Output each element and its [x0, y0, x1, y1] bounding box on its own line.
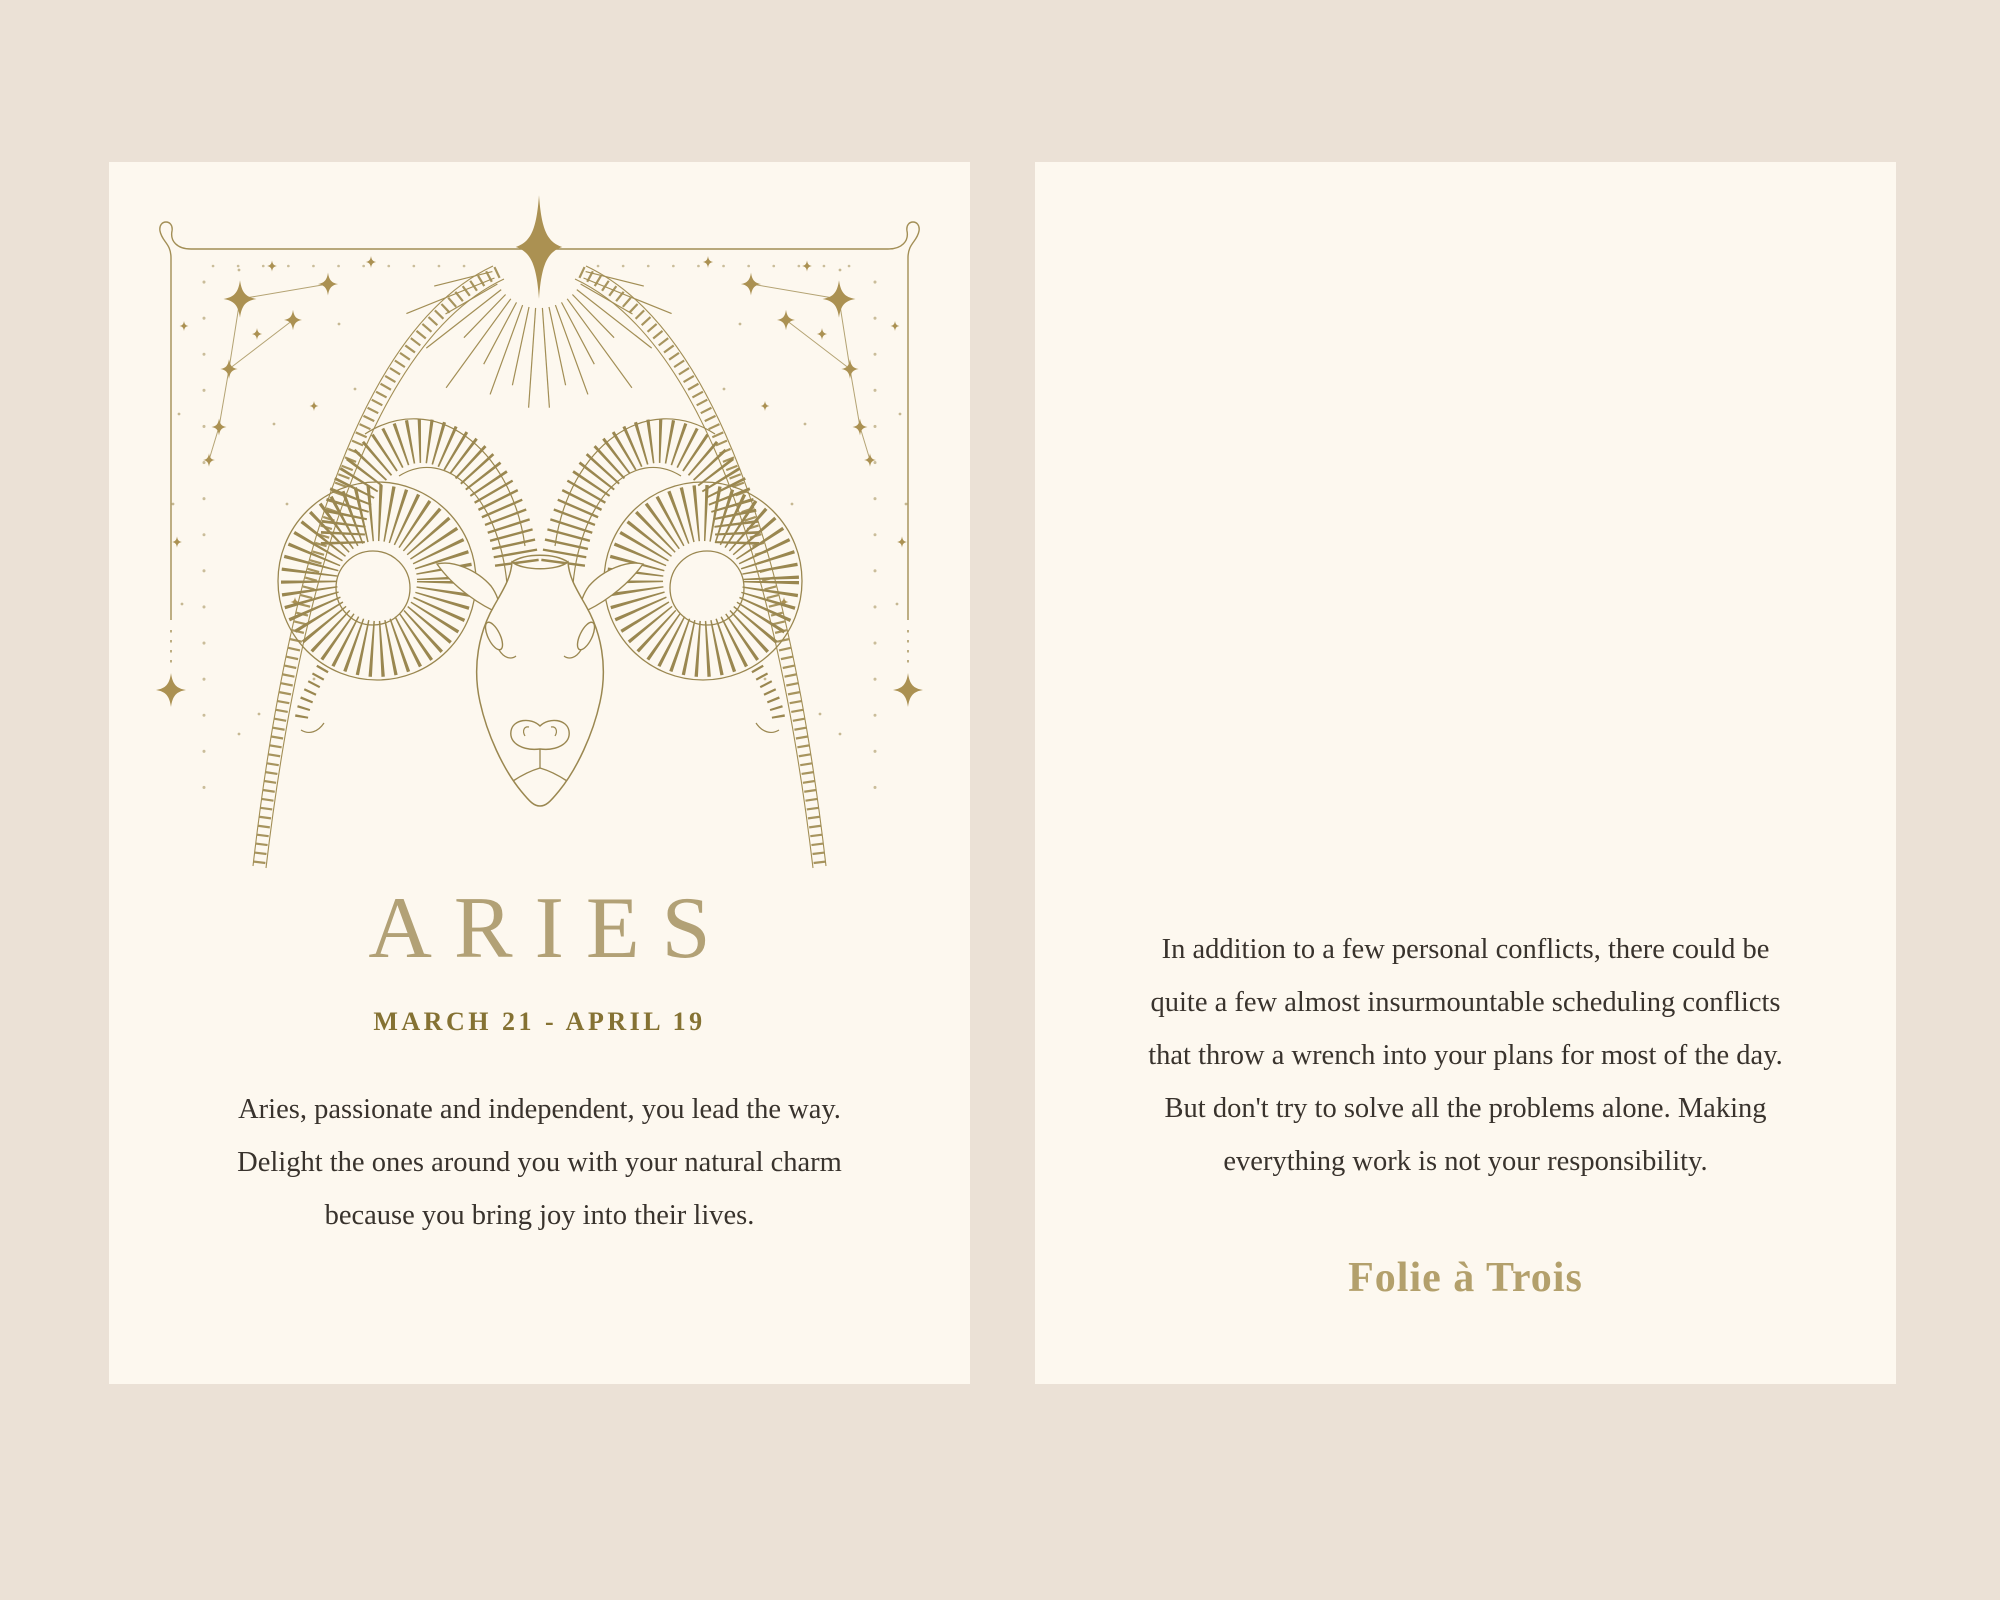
description-line: Aries, passionate and independent, you lead the way.: [238, 1094, 841, 1125]
constellation-lines: [209, 284, 870, 460]
horoscope-line: quite a few almost insurmountable scheduling conflicts: [1150, 987, 1781, 1018]
horoscope-line: everything work is not your responsibility.: [1223, 1146, 1708, 1177]
horoscope-line: In addition to a few personal conflicts, there could be: [1161, 934, 1770, 965]
description-line: Delight the ones around you with your natural charm: [237, 1147, 842, 1178]
aries-illustration: [109, 174, 970, 884]
aries-card: [109, 162, 970, 1384]
zodiac-description: [109, 1083, 970, 1242]
brand-name: Folie à Trois: [1348, 1255, 1583, 1301]
horoscope-line: that throw a wrench into your plans for most of the day.: [1148, 1040, 1783, 1071]
description-line: because you bring joy into their lives.: [324, 1200, 755, 1231]
horoscope-card: [1035, 162, 1896, 1384]
north-star-icon: [516, 195, 563, 299]
zodiac-title: ARIES: [368, 880, 733, 977]
horoscope-line: But don't try to solve all the problems alone. Making: [1164, 1093, 1767, 1124]
horoscope-text: [1035, 923, 1896, 1188]
zodiac-date-range: MARCH 21 - APRIL 19: [373, 1007, 706, 1036]
